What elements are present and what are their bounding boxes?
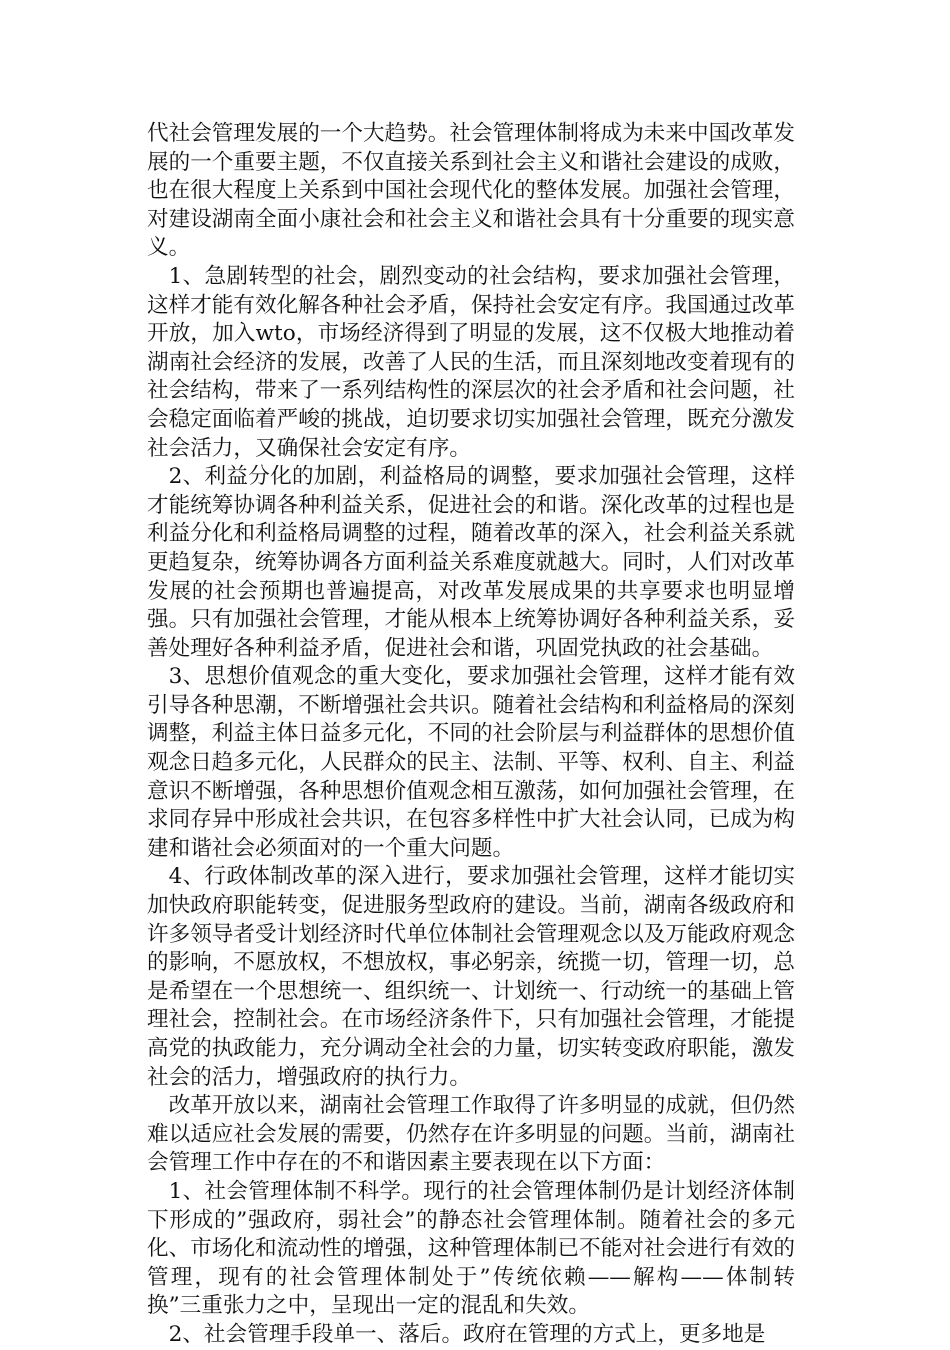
paragraph-point-1-social-transition: 1、急剧转型的社会，剧烈变动的社会结构，要求加强社会管理，这样才能有效化解各种社会矛盾，保持社会安定有序。我国通过改革开放，加入wto，市场经济得到了明显的发展，这不仅极大地推动着湖南社会经济的发展，改善了人民的生活，而且深刻地改变着现有的社会结构，带来了一系列结构性的深层次的社会矛盾和社会问题，社会稳定面临着严峻的挑战，迫切要求切实加强社会管理，既充分激发社会活力，又确保社会安定有序。 bbox=[147, 263, 795, 461]
paragraph-problem-2-management-means: 2、社会管理手段单一、落后。政府在管理的方式上，更多地是 bbox=[168, 1321, 766, 1347]
paragraph-problem-1-management-system: 1、社会管理体制不科学。现行的社会管理体制仍是计划经济体制下形成的”强政府，弱社会”的静态社会管理体制。随着社会的多元化、市场化和流动性的增强，这种管理体制已不能对社会进行有效的管理，现有的社会管理体制处于”传统依赖——解构——体制转换”三重张力之中，呈现出一定的混乱和失效。 bbox=[147, 1178, 795, 1319]
paragraph-intro: 代社会管理发展的一个大趋势。社会管理体制将成为未来中国改革发展的一个重要主题，不仅直接关系到社会主义和谐社会建设的成败，也在很大程度上关系到中国社会现代化的整体发展。加强社会管理，对建设湖南全面小康社会和社会主义和谐社会具有十分重要的现实意义。 bbox=[147, 121, 795, 261]
paragraph-point-4-administrative-reform: 4、行政体制改革的深入进行，要求加强社会管理，这样才能切实加快政府职能转变，促进服务型政府的建设。当前，湖南各级政府和许多领导者受计划经济时代单位体制社会管理观念以及万能政府观念的影响，不愿放权，不想放权，事必躬亲，统揽一切，管理一切，总是希望在一个思想统一、组织统一、计划统一、行动统一的基础上管理社会，控制社会。在市场经济条件下，只有加强社会管理，才能提高党的执政能力，充分调动全社会的力量，切实转变政府职能，激发社会的活力，增强政府的执行力。 bbox=[147, 864, 795, 1090]
paragraph-problems-intro: 改革开放以来，湖南社会管理工作取得了许多明显的成就，但仍然难以适应社会发展的需要，仍然存在许多明显的问题。当前，湖南社会管理工作中存在的不和谐因素主要表现在以下方面： bbox=[147, 1093, 795, 1176]
document-body bbox=[147, 120, 795, 1350]
paragraph-point-3-values-change: 3、思想价值观念的重大变化，要求加强社会管理，这样才能有效引导各种思潮，不断增强社会共识。随着社会结构和利益格局的深刻调整，利益主体日益多元化，不同的社会阶层与利益群体的思想价值观念日趋多元化，人民群众的民主、法制、平等、权利、自主、利益意识不断增强，各种思想价值观念相互激荡，如何加强社会管理，在求同存异中形成社会共识，在包容多样性中扩大社会认同，已成为构建和谐社会必须面对的一个重大问题。 bbox=[147, 664, 795, 861]
paragraph-point-2-interest-differentiation: 2、利益分化的加剧，利益格局的调整，要求加强社会管理，这样才能统筹协调各种利益关系，促进社会的和谐。深化改革的过程也是利益分化和利益格局调整的过程，随着改革的深入，社会利益关系就更趋复杂，统筹协调各方面利益关系难度就越大。同时，人们对改革发展的社会预期也普遍提高，对改革发展成果的共享要求也明显增强。只有加强社会管理，才能从根本上统筹协调好各种利益关系，妥善处理好各种利益矛盾，促进社会和谐，巩固党执政的社会基础。 bbox=[147, 464, 795, 661]
